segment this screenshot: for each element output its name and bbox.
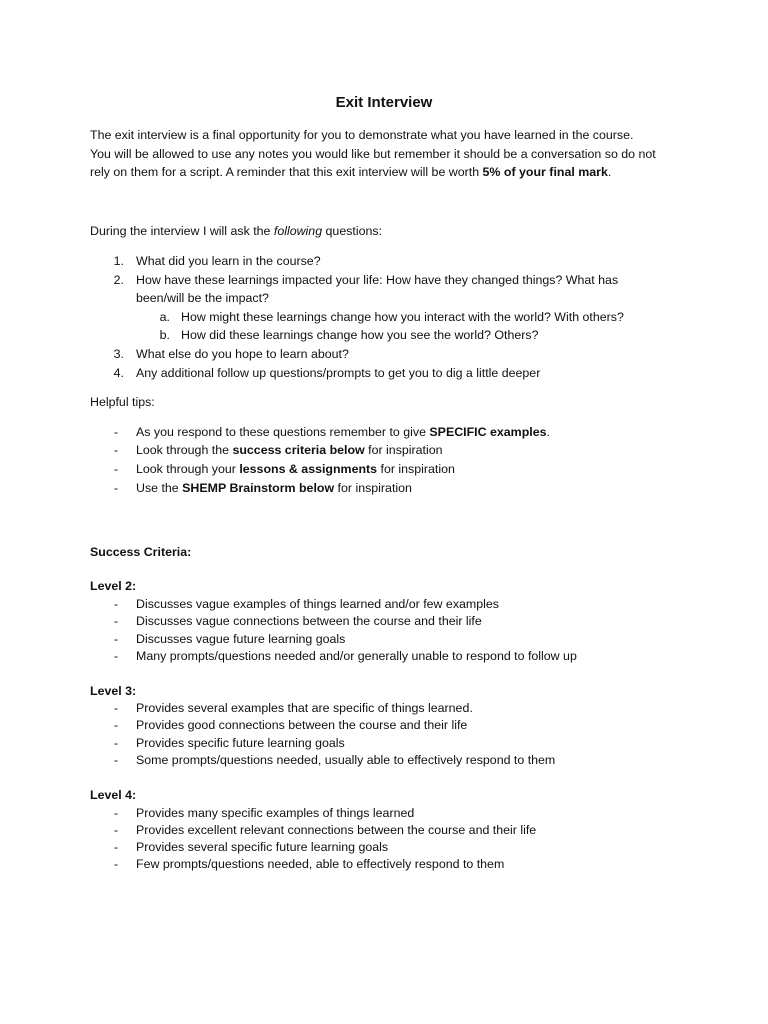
following-emphasis: following bbox=[273, 224, 323, 238]
criteria-item bbox=[0, 751, 768, 769]
tip-item bbox=[0, 423, 768, 441]
criteria-text: Few prompts/questions needed, able to effectively respond to them bbox=[136, 857, 505, 871]
criteria-text: Provides many specific examples of things learned bbox=[136, 806, 415, 820]
tip-emphasis: lessons & assignments bbox=[239, 462, 378, 476]
tip-item bbox=[0, 460, 768, 478]
list-number: 4. bbox=[113, 366, 124, 380]
bullet-dash: - bbox=[114, 736, 119, 750]
criteria-item bbox=[0, 838, 768, 856]
tip-text-pre: Look through your bbox=[136, 462, 240, 476]
criteria-item bbox=[0, 734, 768, 752]
criteria-item bbox=[0, 716, 768, 734]
criteria-text: Provides several specific future learning goals bbox=[136, 840, 389, 854]
question-text: How have these learnings impacted your life: How have they changed things? What has bbox=[136, 273, 619, 287]
sub-list-letter: a. bbox=[159, 310, 170, 324]
question-text: Any additional follow up questions/prompts to get you to dig a little deeper bbox=[136, 366, 541, 380]
list-item bbox=[0, 345, 768, 363]
intro-line-3-end: . bbox=[607, 165, 612, 179]
list-item-continuation bbox=[0, 289, 768, 307]
bullet-dash: - bbox=[114, 857, 119, 871]
criteria-item bbox=[0, 647, 768, 665]
final-mark-emphasis: 5% of your final mark bbox=[482, 165, 608, 179]
question-text: been/will be the impact? bbox=[136, 291, 269, 305]
tip-text-pre: Use the bbox=[136, 481, 183, 495]
tip-text bbox=[136, 441, 443, 460]
bullet-dash: - bbox=[114, 840, 119, 854]
intro-line-3 bbox=[90, 163, 690, 182]
criteria-text: Discusses vague examples of things learned and/or few examples bbox=[136, 597, 499, 611]
intro-line-2: You will be allowed to use any notes you would like but remember it should be a conversation so do not bbox=[90, 146, 656, 161]
criteria-text: Provides good connections between the course and their life bbox=[136, 718, 468, 732]
intro-paragraph bbox=[90, 126, 690, 182]
list-number: 1. bbox=[113, 254, 124, 268]
bullet-dash: - bbox=[114, 806, 119, 820]
sub-list-item bbox=[0, 308, 768, 326]
bullet-dash: - bbox=[114, 425, 119, 439]
criteria-text: Provides specific future learning goals bbox=[136, 736, 345, 750]
tip-text-post: for inspiration bbox=[364, 443, 443, 457]
list-number: 3. bbox=[113, 347, 124, 361]
tip-item bbox=[0, 441, 768, 459]
tip-text-pre: Look through the bbox=[136, 443, 233, 457]
criteria-item bbox=[0, 595, 768, 613]
questions-intro bbox=[90, 222, 690, 241]
tip-emphasis: success criteria below bbox=[232, 443, 365, 457]
criteria-item bbox=[0, 821, 768, 839]
question-text: What did you learn in the course? bbox=[136, 254, 321, 268]
bullet-dash: - bbox=[114, 443, 119, 457]
tips-heading: Helpful tips: bbox=[90, 395, 155, 409]
level-4-heading: Level 4: bbox=[90, 788, 137, 802]
sub-question-text: How might these learnings change how you interact with the world? With others? bbox=[181, 310, 624, 324]
criteria-item bbox=[0, 699, 768, 717]
intro-line-3-text: rely on them for a script. A reminder that this exit interview will be worth bbox=[90, 165, 483, 179]
intro-line-1: The exit interview is a final opportunity for you to demonstrate what you have learned in the course. bbox=[90, 128, 634, 142]
bullet-dash: - bbox=[114, 649, 119, 663]
criteria-text: Discusses vague future learning goals bbox=[136, 632, 346, 646]
bullet-dash: - bbox=[114, 481, 119, 495]
bullet-dash: - bbox=[114, 632, 119, 646]
questions-intro-end: questions: bbox=[322, 224, 383, 238]
level-3-heading: Level 3: bbox=[90, 684, 137, 698]
bullet-dash: - bbox=[114, 718, 119, 732]
bullet-dash: - bbox=[114, 753, 119, 767]
bullet-dash: - bbox=[114, 597, 119, 611]
criteria-heading: Success Criteria: bbox=[90, 545, 192, 559]
tip-text-post: for inspiration bbox=[334, 481, 412, 495]
bullet-dash: - bbox=[114, 462, 119, 476]
tip-text-pre: As you respond to these questions remember to give bbox=[136, 425, 430, 439]
list-item bbox=[0, 252, 768, 270]
list-item bbox=[0, 271, 768, 289]
tip-text bbox=[136, 423, 550, 442]
criteria-text: Provides excellent relevant connections between the course and their life bbox=[136, 823, 537, 837]
sub-list-item bbox=[0, 326, 768, 344]
tip-text bbox=[136, 460, 455, 479]
list-item bbox=[0, 364, 768, 382]
bullet-dash: - bbox=[114, 823, 119, 837]
tip-text bbox=[136, 479, 412, 498]
question-text: What else do you hope to learn about? bbox=[136, 347, 349, 361]
criteria-item bbox=[0, 612, 768, 630]
criteria-text: Provides several examples that are specific of things learned. bbox=[136, 701, 473, 715]
page-title: Exit Interview bbox=[335, 94, 433, 111]
questions-intro-text: During the interview I will ask the bbox=[90, 224, 274, 238]
sub-list-letter: b. bbox=[159, 328, 170, 342]
bullet-dash: - bbox=[114, 614, 119, 628]
tip-item bbox=[0, 479, 768, 497]
criteria-text: Some prompts/questions needed, usually able to effectively respond to them bbox=[136, 753, 556, 767]
tip-emphasis: SPECIFIC examples bbox=[429, 425, 547, 439]
tip-emphasis: SHEMP Brainstorm below bbox=[182, 481, 335, 495]
tip-text-post: . bbox=[546, 425, 550, 439]
criteria-item bbox=[0, 630, 768, 648]
level-2-heading: Level 2: bbox=[90, 579, 137, 593]
tip-text-post: for inspiration bbox=[377, 462, 455, 476]
list-number: 2. bbox=[113, 273, 124, 287]
bullet-dash: - bbox=[114, 701, 119, 715]
criteria-item bbox=[0, 804, 768, 822]
sub-question-text: How did these learnings change how you see the world? Others? bbox=[181, 328, 539, 342]
criteria-text: Many prompts/questions needed and/or generally unable to respond to follow up bbox=[136, 649, 577, 663]
criteria-item bbox=[0, 855, 768, 873]
criteria-text: Discusses vague connections between the course and their life bbox=[136, 614, 482, 628]
